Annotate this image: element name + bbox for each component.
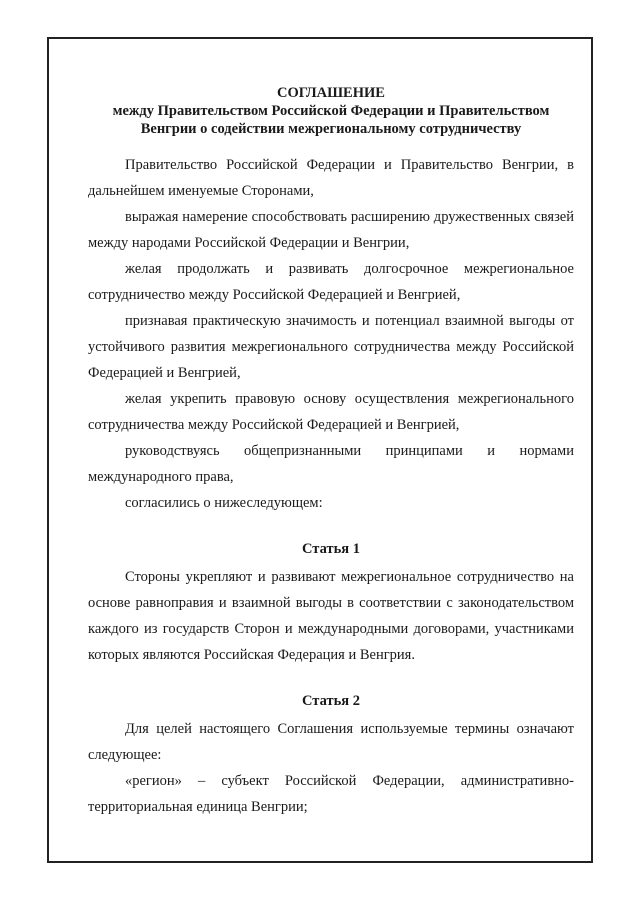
preamble-paragraph: Правительство Российской Федерации и Правительство Венгрии, в дальнейшем именуемые Сторонами, — [88, 157, 574, 199]
document-body — [88, 84, 574, 820]
article-1-heading: Статья 1 — [302, 541, 360, 557]
document-subtitle-line-1: между Правительством Российской Федерации и Правительством — [112, 103, 550, 119]
article-2-heading: Статья 2 — [302, 693, 360, 709]
document-title: СОГЛАШЕНИЕ — [277, 85, 385, 101]
preamble-paragraph: руководствуясь общепризнанными принципами и нормами международного права, — [88, 443, 574, 485]
document-subtitle-line-2: Венгрии о содействии межрегиональному сотрудничеству — [140, 121, 522, 137]
article-2-paragraph: Для целей настоящего Соглашения используемые термины означают следующее: — [88, 721, 574, 763]
article-1-text: Стороны укрепляют и развивают межрегиональное сотрудничество на основе равноправия и взаимной выгоды в соответствии с законодательством каждого из государств Сторон и международными договорами, участниками которых являются Российская Федерация и Венгрия. — [88, 569, 574, 663]
preamble-paragraph: признавая практическую значимость и потенциал взаимной выгоды от устойчивого развития межрегионального сотрудничества между Российской Федерацией и Венгрией, — [88, 313, 574, 381]
preamble-paragraph: желая продолжать и развивать долгосрочное межрегиональное сотрудничество между Российской Федерацией и Венгрией, — [88, 261, 574, 303]
preamble-paragraph: желая укрепить правовую основу осуществления межрегионального сотрудничества между Российской Федерацией и Венгрией, — [88, 391, 574, 433]
article-2-paragraph: «регион» – субъект Российской Федерации, административно-территориальная единица Венгрии; — [88, 773, 574, 815]
preamble-paragraph: выражая намерение способствовать расширению дружественных связей между народами Российской Федерации и Венгрии, — [88, 209, 574, 251]
preamble-paragraph: согласились о нижеследующем: — [125, 495, 323, 511]
